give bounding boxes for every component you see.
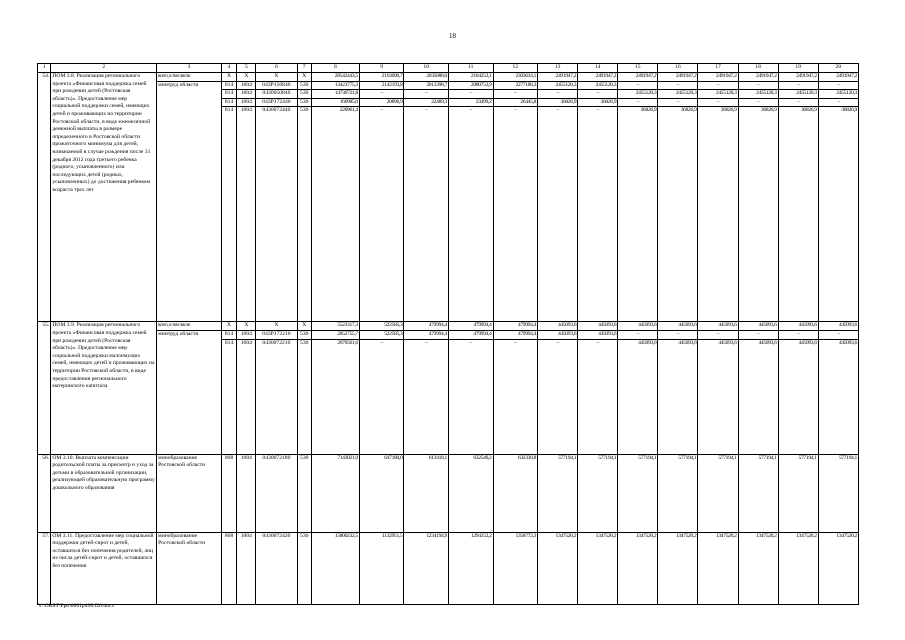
amount-cell: 445093,6 xyxy=(698,339,738,454)
amount-cell: 445093,6 xyxy=(618,322,658,331)
measure-description: ОМ 3.11. Предоставление мер социальной поддержки детей-сирот и детей, оставшихся без попечения родителей, лиц из числа детей-сирот и детей, оставшихся без попечения xyxy=(51,532,157,604)
amount-cell: – xyxy=(618,330,658,339)
table-row xyxy=(38,73,859,82)
footer-file-path: Y:\ORST\Ppo\0601p498.f20.docx xyxy=(38,603,115,609)
amount-cell: 7143021,9 xyxy=(311,454,359,532)
column-number: 5 xyxy=(237,64,256,73)
row-number: 56. xyxy=(38,454,51,532)
amount-cell: 613418,1 xyxy=(404,454,449,532)
amount-cell: 2455120,3 xyxy=(698,90,738,99)
budget-code-cell: 0430072420 xyxy=(256,532,297,604)
amount-cell: 23499,2 xyxy=(448,98,493,107)
budget-code-cell: 814 xyxy=(221,107,237,322)
amount-cell: 1347520,2 xyxy=(658,532,698,604)
budget-code-cell: X xyxy=(237,73,256,82)
amount-cell: 479994,4 xyxy=(448,322,493,331)
amount-cell: 445093,6 xyxy=(818,339,858,454)
amount-cell: 15800232,5 xyxy=(311,532,359,604)
amount-cell: – xyxy=(448,90,493,99)
amount-cell: 1347520,2 xyxy=(738,532,778,604)
amount-cell: – xyxy=(738,81,778,90)
amount-cell: 445093,6 xyxy=(578,322,618,331)
column-number: 4 xyxy=(221,64,237,73)
budget-code-cell: 0430072210 xyxy=(256,339,297,454)
amount-cell: 445093,6 xyxy=(538,322,578,331)
row-number: 55. xyxy=(38,322,51,454)
amount-cell: 577194,1 xyxy=(578,454,618,532)
amount-cell: 577194,1 xyxy=(538,454,578,532)
amount-cell: 445093,6 xyxy=(538,330,578,339)
budget-code-cell: X xyxy=(256,73,297,82)
column-number: 2 xyxy=(51,64,157,73)
executor: минобразование Ростовской области xyxy=(157,454,222,532)
amount-cell: 2104253,1 xyxy=(448,73,493,82)
amount-cell: 577194,1 xyxy=(698,454,738,532)
amount-cell: 2455120,3 xyxy=(538,81,578,90)
amount-cell: 1347520,2 xyxy=(538,532,578,604)
amount-cell: 20896,9 xyxy=(359,98,404,107)
amount-cell: – xyxy=(493,90,538,99)
amount-cell: 445093,6 xyxy=(738,339,778,454)
amount-cell: 479994,4 xyxy=(404,322,449,331)
budget-code-cell: X xyxy=(221,73,237,82)
amount-cell: 1132951,5 xyxy=(359,532,404,604)
column-number: 9 xyxy=(359,64,404,73)
budget-code-cell: 530 xyxy=(297,107,311,322)
budget-code-cell: X xyxy=(297,322,311,331)
amount-cell: 2491947,2 xyxy=(698,73,738,82)
table-row xyxy=(38,322,859,331)
column-number: 20 xyxy=(818,64,858,73)
amount-cell: – xyxy=(778,330,818,339)
table-row xyxy=(38,330,859,339)
budget-code-cell: 0430072180 xyxy=(256,454,297,532)
budget-code-cell: 530 xyxy=(297,454,311,532)
amount-cell: 2491947,2 xyxy=(658,73,698,82)
column-number: 18 xyxy=(738,64,778,73)
amount-cell: – xyxy=(818,330,858,339)
budget-code-cell: 1004 xyxy=(237,532,256,604)
amount-cell: – xyxy=(538,107,578,322)
amount-cell: – xyxy=(359,339,404,454)
column-number: 3 xyxy=(157,64,222,73)
amount-cell: 445093,6 xyxy=(578,330,618,339)
budget-code-cell: X xyxy=(237,322,256,331)
amount-cell: – xyxy=(698,330,738,339)
column-number: 12 xyxy=(493,64,538,73)
measure-description: ПОМ 3.8. Реализация регионального проекта «Финансовая поддержка семей при рождении детей (Ростовская область)». Предоставление мер социальной поддержки семей, имеющих детей и проживающих на территории Ростовской области, в виде ежемесячной денежной выплаты в размере определенного в Ростовской области прожиточного минимума для детей, назначаемой в случае рождения после 31 декабря 2012 года третьего ребенка (родного, усыновленного) или последующих детей (родных, усыновленных) до достижения ребенком возраста трех лет xyxy=(51,73,157,322)
amount-cell: 445093,6 xyxy=(658,339,698,454)
amount-cell: 26445,8 xyxy=(493,98,538,107)
amount-cell: 445093,6 xyxy=(658,322,698,331)
executor: минтруд области xyxy=(157,330,222,454)
amount-cell: – xyxy=(618,81,658,90)
budget-code-cell: 0430072440 xyxy=(256,107,297,322)
budget-code-cell: 530 xyxy=(297,339,311,454)
column-number-row xyxy=(38,64,859,73)
amount-cell: 2163090,7 xyxy=(359,73,404,82)
column-number: 14 xyxy=(578,64,618,73)
amount-cell: – xyxy=(618,98,658,107)
amount-cell: 1347520,2 xyxy=(818,532,858,604)
amount-cell: 479994,4 xyxy=(448,330,493,339)
amount-cell: – xyxy=(538,339,578,454)
budget-code-cell: X xyxy=(221,322,237,331)
budget-table xyxy=(37,63,859,605)
amount-cell: 2455120,3 xyxy=(618,90,658,99)
table-row xyxy=(38,81,859,90)
table-row xyxy=(38,454,859,532)
amount-cell: 577194,1 xyxy=(738,454,778,532)
amount-cell: 2455120,3 xyxy=(818,90,858,99)
amount-cell: 22489,3 xyxy=(404,98,449,107)
amount-cell: 479994,4 xyxy=(404,330,449,339)
measure-description: ПОМ 3.9. Реализация регионального проекта «Финансовая поддержка семей при рождении детей (Ростовская область)». Предоставление мер социальной поддержки малоимущих семей, имеющих детей и проживающих на территории Ростовской области, в виде предоставления регионального материнского капитала xyxy=(51,322,157,454)
amount-cell: – xyxy=(578,107,618,322)
amount-cell: 2303634,1 xyxy=(493,73,538,82)
budget-code-cell: 043P150840 xyxy=(256,81,297,90)
amount-cell: 445093,6 xyxy=(818,322,858,331)
budget-code-cell: 808 xyxy=(221,532,237,604)
amount-cell: 2491947,2 xyxy=(578,73,618,82)
amount-cell: – xyxy=(404,107,449,322)
amount-cell: 577194,1 xyxy=(618,454,658,532)
amount-cell: 1358772,3 xyxy=(493,532,538,604)
budget-code-cell: X xyxy=(297,73,311,82)
executor: минобразование Ростовской области xyxy=(157,532,222,604)
executor-total-label: всего, в том числе: xyxy=(157,73,222,82)
amount-cell: 5523317,3 xyxy=(311,322,359,331)
budget-code-cell: 1004 xyxy=(237,98,256,107)
amount-cell: 632330,8 xyxy=(493,454,538,532)
budget-code-cell: 1004 xyxy=(237,330,256,339)
budget-code-cell: 808 xyxy=(221,454,237,532)
amount-cell: – xyxy=(359,90,404,99)
amount-cell: – xyxy=(493,339,538,454)
column-number: 6 xyxy=(256,64,297,73)
amount-cell: – xyxy=(818,81,858,90)
amount-cell: – xyxy=(658,98,698,107)
executor: минтруд области xyxy=(157,81,222,322)
budget-code-cell: 1004 xyxy=(237,90,256,99)
page-number: 18 xyxy=(449,32,456,40)
amount-cell: 632540,2 xyxy=(448,454,493,532)
amount-cell: 36826,9 xyxy=(658,107,698,322)
amount-cell: 36826,9 xyxy=(618,107,658,322)
amount-cell: – xyxy=(404,90,449,99)
column-number: 7 xyxy=(297,64,311,73)
amount-cell: 2035888,0 xyxy=(404,73,449,82)
amount-cell: 2491947,2 xyxy=(618,73,658,82)
amount-cell: 28542443,5 xyxy=(311,73,359,82)
amount-cell: 522585,3 xyxy=(359,322,404,331)
budget-code-cell: 530 xyxy=(297,532,311,604)
budget-code-cell: 530 xyxy=(297,330,311,339)
measure-description: ОМ 3.10. Выплата компенсации родительской платы за присмотр и уход за детьми в образовательной организации, реализующей образовательную программу дошкольного образования xyxy=(51,454,157,532)
amount-cell: – xyxy=(578,90,618,99)
amount-cell: – xyxy=(448,339,493,454)
amount-cell: 13423775,3 xyxy=(311,81,359,90)
column-number: 19 xyxy=(778,64,818,73)
budget-code-cell: 814 xyxy=(221,98,237,107)
amount-cell: 166985,0 xyxy=(311,98,359,107)
budget-code-cell: X xyxy=(256,322,297,331)
amount-cell: – xyxy=(698,81,738,90)
amount-cell: – xyxy=(404,339,449,454)
amount-cell: – xyxy=(818,98,858,107)
amount-cell: – xyxy=(493,107,538,322)
budget-code-cell: 1004 xyxy=(237,339,256,454)
amount-cell: 2491947,2 xyxy=(778,73,818,82)
budget-code-cell: 1004 xyxy=(237,454,256,532)
amount-cell: – xyxy=(658,330,698,339)
budget-code-cell: 043P172440 xyxy=(256,98,297,107)
amount-cell: – xyxy=(738,330,778,339)
column-number: 11 xyxy=(448,64,493,73)
column-number: 13 xyxy=(538,64,578,73)
amount-cell: 36826,9 xyxy=(698,107,738,322)
amount-cell: 445093,6 xyxy=(618,339,658,454)
amount-cell: 2455120,3 xyxy=(578,81,618,90)
column-number: 1 xyxy=(38,64,51,73)
amount-cell: 2491947,2 xyxy=(818,73,858,82)
amount-cell: 1347520,2 xyxy=(618,532,658,604)
row-number: 54. xyxy=(38,73,51,322)
amount-cell: 36826,9 xyxy=(578,98,618,107)
budget-code-cell: 814 xyxy=(221,81,237,90)
amount-cell: 479994,4 xyxy=(493,330,538,339)
amount-cell: 577194,1 xyxy=(778,454,818,532)
amount-cell: – xyxy=(448,107,493,322)
amount-cell: 2142193,8 xyxy=(359,81,404,90)
budget-code-cell: 1004 xyxy=(237,107,256,322)
amount-cell: – xyxy=(778,81,818,90)
amount-cell: 14730721,8 xyxy=(311,90,359,99)
amount-cell: 2491947,2 xyxy=(738,73,778,82)
amount-cell: 577194,1 xyxy=(818,454,858,532)
amount-cell: – xyxy=(698,98,738,107)
budget-code-cell: 814 xyxy=(221,339,237,454)
amount-cell: 1347520,2 xyxy=(698,532,738,604)
amount-cell: – xyxy=(658,81,698,90)
budget-code-cell: 1004 xyxy=(237,81,256,90)
amount-cell: – xyxy=(578,339,618,454)
budget-code-cell: 530 xyxy=(297,81,311,90)
amount-cell: 445093,6 xyxy=(738,322,778,331)
amount-cell: 445093,6 xyxy=(698,322,738,331)
column-number: 15 xyxy=(618,64,658,73)
amount-cell: 2455120,3 xyxy=(778,90,818,99)
column-number: 10 xyxy=(404,64,449,73)
amount-cell: – xyxy=(778,98,818,107)
amount-cell: 577194,1 xyxy=(658,454,698,532)
budget-code-cell: 530 xyxy=(297,90,311,99)
row-number: 57. xyxy=(38,532,51,604)
amount-cell: 36826,9 xyxy=(538,98,578,107)
amount-cell: 36826,9 xyxy=(818,107,858,322)
column-number: 17 xyxy=(698,64,738,73)
amount-cell: 479994,4 xyxy=(493,322,538,331)
budget-code-cell: 043P172210 xyxy=(256,330,297,339)
amount-cell: 1294152,2 xyxy=(448,532,493,604)
budget-code-cell: 814 xyxy=(221,90,237,99)
amount-cell: 1347520,2 xyxy=(578,532,618,604)
column-number: 16 xyxy=(658,64,698,73)
budget-code-cell: 814 xyxy=(221,330,237,339)
amount-cell: 445093,6 xyxy=(778,339,818,454)
amount-cell: 2080753,9 xyxy=(448,81,493,90)
amount-cell: – xyxy=(359,107,404,322)
amount-cell: 36826,9 xyxy=(738,107,778,322)
amount-cell: 522585,3 xyxy=(359,330,404,339)
budget-code-cell: 0430050840 xyxy=(256,90,297,99)
amount-cell: 220961,4 xyxy=(311,107,359,322)
column-number: 8 xyxy=(311,64,359,73)
amount-cell: 1234194,9 xyxy=(404,532,449,604)
amount-cell: 2455120,3 xyxy=(658,90,698,99)
amount-cell: 647180,0 xyxy=(359,454,404,532)
budget-code-cell: 530 xyxy=(297,98,311,107)
amount-cell: 2455120,3 xyxy=(738,90,778,99)
table-row xyxy=(38,532,859,604)
executor-total-label: всего, в том числе: xyxy=(157,322,222,331)
amount-cell: 1347520,2 xyxy=(778,532,818,604)
amount-cell: 2013398,7 xyxy=(404,81,449,90)
amount-cell: 445093,6 xyxy=(778,322,818,331)
amount-cell: – xyxy=(538,90,578,99)
amount-cell: 2491947,2 xyxy=(538,73,578,82)
amount-cell: 36826,9 xyxy=(778,107,818,322)
amount-cell: – xyxy=(738,98,778,107)
amount-cell: 2277188,3 xyxy=(493,81,538,90)
amount-cell: 2852755,7 xyxy=(311,330,359,339)
amount-cell: 2670561,6 xyxy=(311,339,359,454)
